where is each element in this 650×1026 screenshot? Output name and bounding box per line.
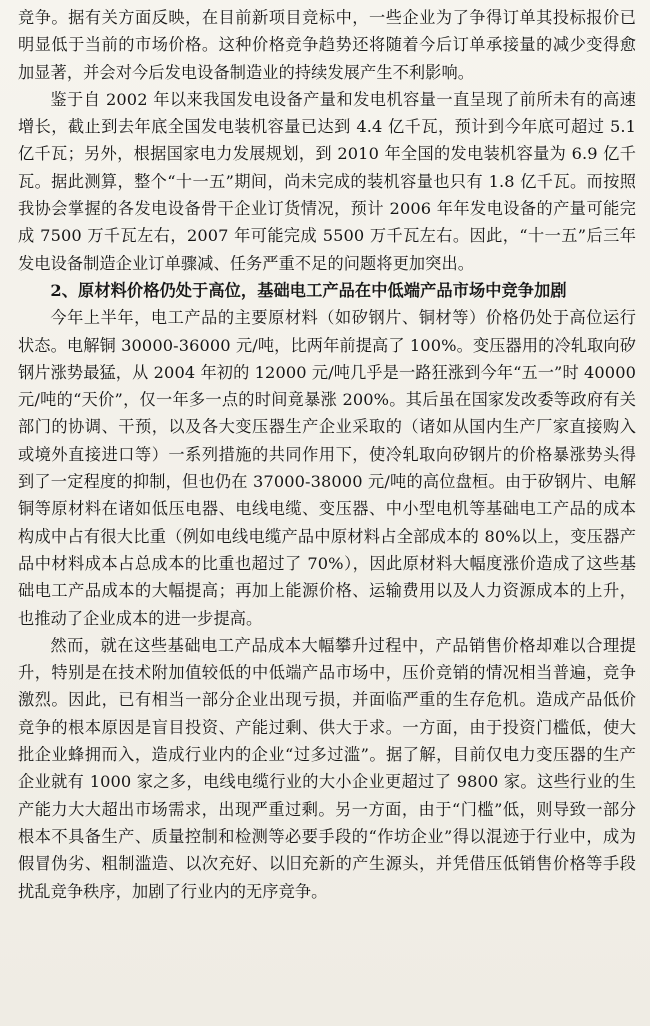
paragraph-raw-material-prices: 今年上半年，电工产品的主要原材料（如矽钢片、铜材等）价格仍处于高位运行状态。电解铜 30000-36000 元/吨，比两年前提高了 100%。变压器用的冷轧取向矽钢片涨势最猛，从 2004 年初的 12000 元/吨几乎是一路狂涨到今年“五一”时 40000 元/吨的“天价”，仅一年多一点的时间竟暴涨 200%。其后虽在国家发改委等政府有关部门的协调、干预，以及各大变压器生产企业采取的（诸如从国内生产厂家直接购入或境外直接进口等）一系列措施的共同作用下，使冷轧取向矽钢片的价格暴涨势头得到了一定程度的抑制，但也仍在 37000-38000 元/吨的高位盘桓。由于矽钢片、电解铜等原材料在诸如低压电器、电线电缆、变压器、中小型电机等基础电工产品的成本构成中占有很大比重（例如电线电缆产品中原材料占全部成本的 80%以上，变压器产品中材料成本占总成本的比重也超过了 70%），因此原材料大幅度涨价造成了这些基础电工产品成本的大幅提高；再加上能源价格、运输费用以及人力资源成本的上升，也推动了企业成本的进一步提高。 (18, 308, 636, 628)
section-heading-raw-materials: 2、原材料价格仍处于高位，基础电工产品在中低端产品市场中竞争加剧 (50, 280, 567, 300)
paragraph-price-competition: 然而，就在这些基础电工产品成本大幅攀升过程中，产品销售价格却难以合理提升，特别是在技术附加值较低的中低端产品市场中，压价竞销的情况相当普遍，竞争激烈。因此，已有相当一部分企业出现亏损，并面临严重的生存危机。造成产品低价竞争的根本原因是盲目投资、产能过剩、供大于求。一方面，由于投资门槛低，使大批企业蜂拥而入，造成行业内的企业“过多过滥”。据了解，目前仅电力变压器的生产企业就有 1000 家之多，电线电缆行业的大小企业更超过了 9800 家。这些行业的生产能力大大超出市场需求，出现严重过剩。另一方面，由于“门槛”低，则导致一部分根本不具备生产、质量控制和检测等必要手段的“作坊企业”得以混迹于行业中，成为假冒伪劣、粗制滥造、以次充好、以旧充新的产生源头，并凭借压低销售价格等手段扰乱竞争秩序，加剧了行业内的无序竞争。 (18, 635, 636, 901)
paragraph-continuation: 竞争。据有关方面反映，在目前新项目竞标中，一些企业为了争得订单其投标报价已明显低于当前的市场价格。这种价格竞争趋势还将随着今后订单承接量的减少变得愈加显著，并会对今后发电设备制造业的持续发展产生不利影响。 (18, 8, 636, 82)
paragraph-capacity: 鉴于自 2002 年以来我国发电设备产量和发电机容量一直呈现了前所未有的高速增长，截止到去年底全国发电装机容量已达到 4.4 亿千瓦，预计到今年底可超过 5.1 亿千瓦；另外，根据国家电力发展规划，到 2010 年全国的发电装机容量为 6.9 亿千瓦。据此测算，整个“十一五”期间，尚未完成的装机容量也只有 1.8 亿千瓦。而按照我协会掌握的各发电设备骨干企业订货情况，预计 2006 年年发电设备的产量可能完成 7500 万千瓦左右，2007 年可能完成 5500 万千瓦左右。因此，“十一五”后三年发电设备制造企业订单骤减、任务严重不足的问题将更加突出。 (18, 89, 636, 273)
